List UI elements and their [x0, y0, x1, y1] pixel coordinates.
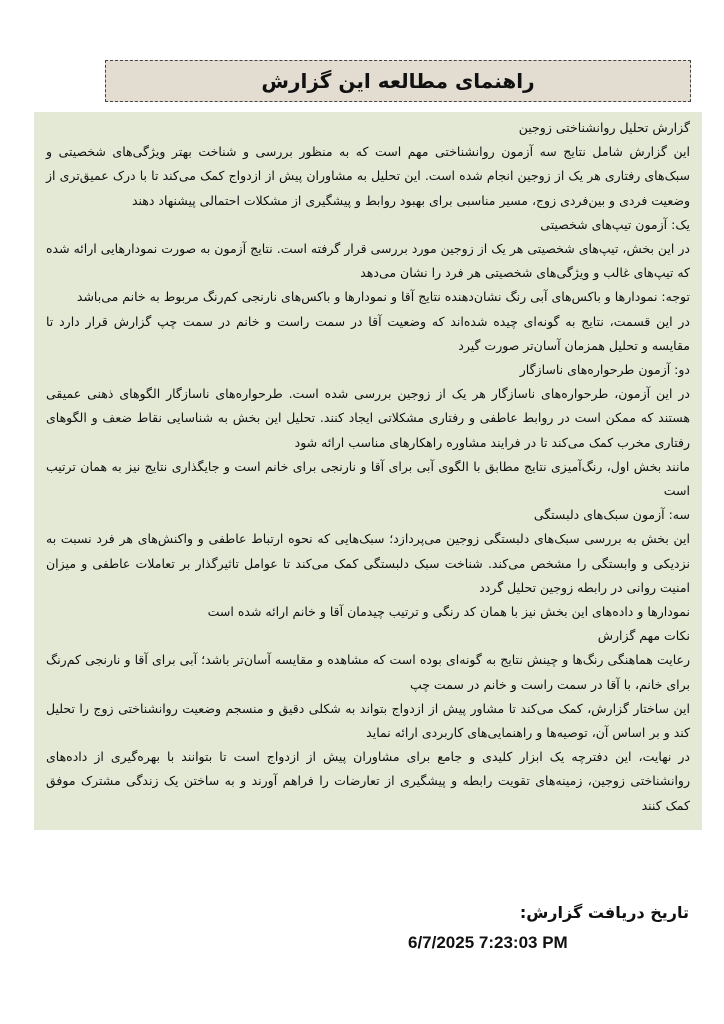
paragraph-color-note: توجه: نمودارها و باکس‌های آبی رنگ نشان‌دهنده نتایج آقا و نمودارها و باکس‌های نارنجی کم‌رنگ مربوط به خانم می‌باشد — [76, 289, 690, 305]
paragraph-key-points-colors: رعایت هماهنگی رنگ‌ها و چینش نتایج به گونه‌ای بوده است که مشاهده و مقایسه آسان‌تر باشد؛ آبی برای آقا و نارنجی کم‌رنگ برای خانم، با آقا در سمت راست و خانم در سمت چپ — [46, 652, 690, 692]
paragraph-layout-note: در این قسمت، نتایج به گونه‌ای چیده شده‌اند که وضعیت آقا در سمت راست و خانم در سمت چپ گزارش قرار دارد تا مقایسه و تحلیل همزمان آسان‌تر صورت گیرد — [46, 313, 690, 353]
report-date-label: تاریخ دریافت گزارش: — [519, 903, 689, 922]
paragraph-report-heading: گزارش تحلیل روانشناختی زوجین — [518, 120, 690, 135]
section-heading-personality: یک: آزمون تیپ‌های شخصیتی — [540, 216, 690, 232]
paragraph-schemas: در این آزمون، طرحواره‌های ناسازگار هر یک از زوجین بررسی شده است. طرحواره‌های ناسازگار الگوهای ذهنی عمیقی هستند که ممکن است در روابط عاطفی و رفتاری مشکلاتی ایجاد کنند. تحلیل این بخش به شناسایی نقاط ضعف و الگوهای رفتاری مخرب کمک می‌کند تا در فرایند مشاوره راهکارهای مناسب ارائه شود — [46, 386, 690, 450]
paragraph-key-points-structure: این ساختار گزارش، کمک می‌کند تا مشاور پیش از ازدواج بتواند به شکلی دقیق و منسجم وضعیت روانشناختی زوج را تحلیل کند و بر اساس آن، توصیه‌ها و راهنمایی‌های کاربردی ارائه نماید — [46, 700, 690, 741]
paragraph-attachment-colors: نمودارها و داده‌های این بخش نیز با همان کد رنگی و ترتیب چیدمان آقا و خانم ارائه شده است — [207, 604, 690, 620]
section-heading-key-points: نکات مهم گزارش — [597, 628, 690, 644]
report-guide-content — [34, 112, 702, 830]
report-title: راهنمای مطالعه این گزارش — [261, 69, 535, 93]
section-heading-attachment: سه: آزمون سبک‌های دلبستگی — [533, 507, 690, 523]
paragraph-schemas-colors: مانند بخش اول، رنگ‌آمیزی نتایج مطابق با الگوی آبی برای آقا و نارنجی برای خانم است و جایگذاری نتایج نیز به همان ترتیب است — [46, 458, 690, 499]
paragraph-attachment: این بخش به بررسی سبک‌های دلبستگی زوجین می‌پردازد؛ سبک‌هایی که نحوه ارتباط عاطفی و واکنش‌های هر فرد نسبت به نزدیکی و وابستگی را مشخص می‌کند. شناخت سبک دلبستگی کمک می‌کند تا عوامل تاثیرگذار بر تعاملات عاطفی و میزان امنیت روانی در رابطه زوجین تحلیل گردد — [46, 531, 690, 595]
section-heading-schemas: دو: آزمون طرحواره‌های ناسازگار — [519, 362, 690, 378]
report-title-box — [105, 60, 691, 102]
paragraph-personality: در این بخش، تیپ‌های شخصیتی هر یک از زوجین مورد بررسی قرار گرفته است. نتایج آزمون به صورت نمودارهایی ارائه شده که تیپ‌های غالب و ویژگی‌های شخصیتی هر فرد را نشان می‌دهد — [46, 241, 690, 281]
report-date-value: 6/7/2025 7:23:03 PM — [408, 933, 568, 952]
paragraph-conclusion: در نهایت، این دفترچه یک ابزار کلیدی و جامع برای مشاوران پیش از ازدواج است تا بتوانند با بهره‌گیری از داده‌های روانشناختی زوجین، زمینه‌های تقویت رابطه و پیشگیری از تعارضات را فراهم آورند و به ساختن یک زندگی مشترک موفق کمک کنند — [46, 749, 690, 813]
paragraph-intro: این گزارش شامل نتایج سه آزمون روانشناختی مهم است که به منظور بررسی و شناخت بهتر ویژگی‌های شخصیتی و سبک‌های رفتاری هر یک از زوجین انجام شده است. این تحلیل به مشاوران پیش از ازدواج کمک می‌کند تا با درک عمیق‌تری از وضعیت فردی و بین‌فردی زوج، مسیر مناسبی برای بهبود روابط و پیشگیری از مشکلات احتمالی پیشنهاد دهند — [46, 144, 690, 208]
